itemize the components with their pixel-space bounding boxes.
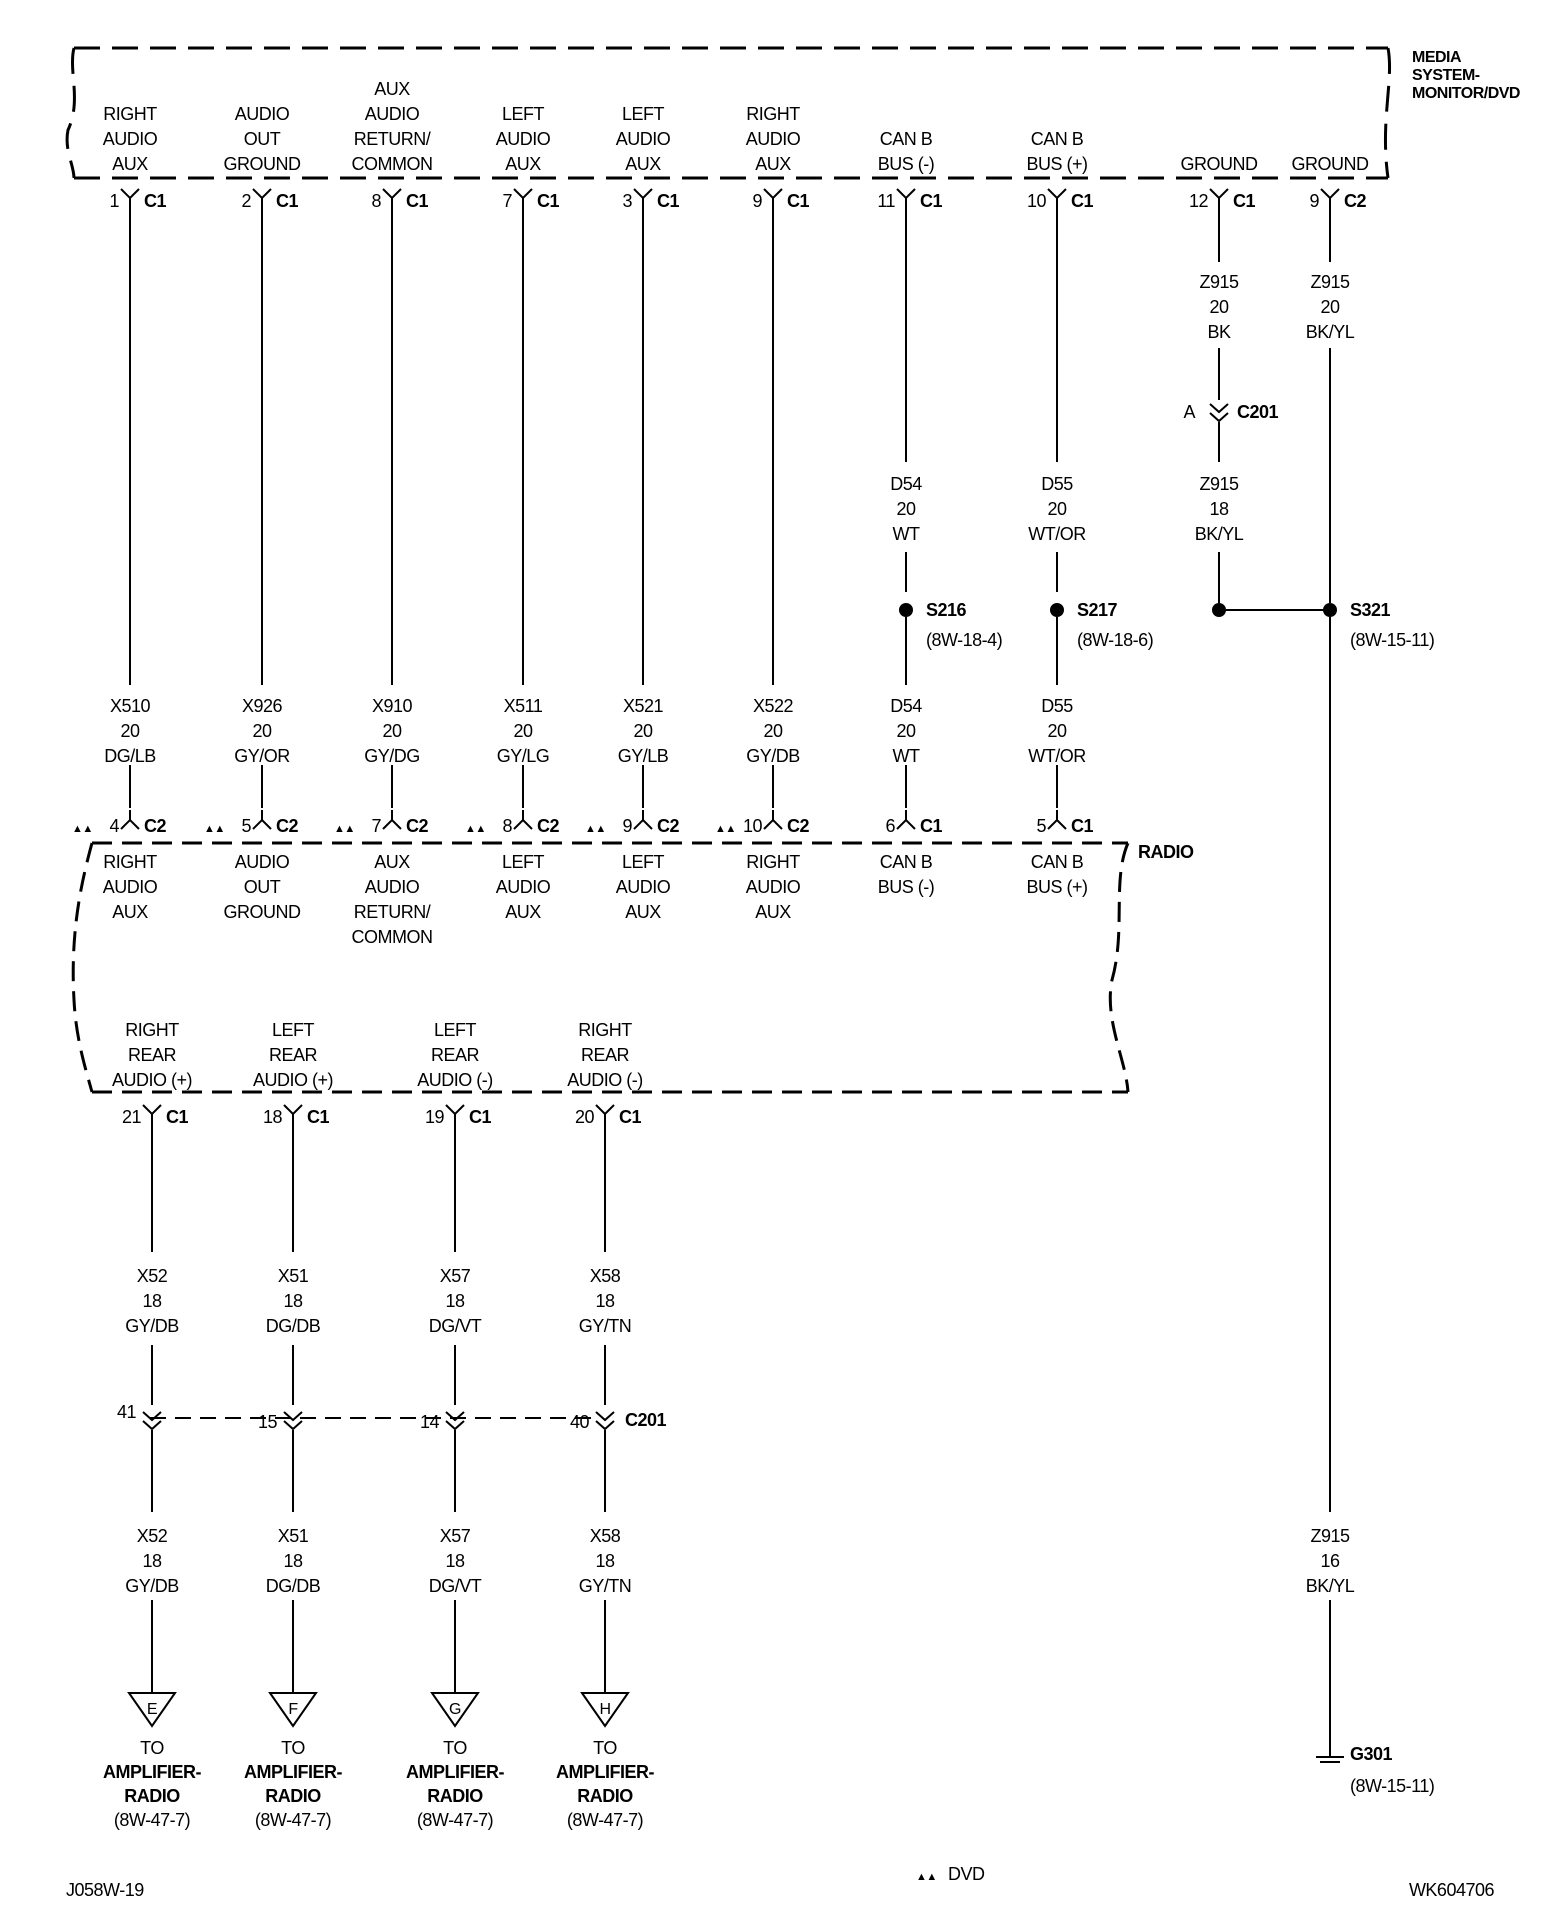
media-connector-id: C1 <box>144 191 167 211</box>
media-module-name-line: MONITOR/DVD <box>1412 85 1520 102</box>
radio-module-name: RADIO <box>1138 842 1194 862</box>
inline-connector-symbol <box>1210 404 1228 421</box>
radio-pin-label: AUDIO <box>615 877 671 897</box>
radio-pin-label: CAN B <box>1030 852 1084 872</box>
media-connector-id: C1 <box>276 191 299 211</box>
radio-pin-label: BUS (-) <box>877 877 935 897</box>
radio-connector-id: C2 <box>657 816 680 836</box>
wire-code: 18 <box>1209 499 1229 519</box>
media-connector-id: C1 <box>406 191 429 211</box>
media-pin-number: 7 <box>502 191 512 211</box>
wire-code: 20 <box>1320 297 1340 317</box>
media-pin-label: AUX <box>112 154 148 174</box>
destination-label: TO <box>140 1738 164 1758</box>
circuits-layer <box>72 79 1434 1830</box>
radio-connector-id: C2 <box>406 816 429 836</box>
rear-pin-label: REAR <box>268 1045 318 1065</box>
wire-code: BK <box>1207 322 1231 342</box>
wire-code: DG/VT <box>428 1316 482 1336</box>
wire-code: 20 <box>763 721 783 741</box>
wire-code: WT <box>892 524 920 544</box>
radio-pin-connector-symbol <box>764 810 782 829</box>
destination-label: RADIO <box>265 1786 321 1806</box>
radio-pin-connector-symbol <box>253 810 271 829</box>
radio-pin-label: AUX <box>374 852 410 872</box>
media-connector-id: C1 <box>787 191 810 211</box>
wire-code: D54 <box>890 696 922 716</box>
media-pin-connector-symbol <box>121 189 139 208</box>
wire-code: 16 <box>1320 1551 1340 1571</box>
media-pin-label: LEFT <box>621 104 665 124</box>
destination-letter: F <box>288 1701 298 1718</box>
media-connector-id: C1 <box>920 191 943 211</box>
wire-code: X521 <box>622 696 664 716</box>
radio-pin-number: 6 <box>885 816 895 836</box>
footer-right-code: WK604706 <box>1408 1880 1494 1900</box>
footer-left-code: J058W-19 <box>66 1880 144 1900</box>
splice-ref: (8W-18-6) <box>1077 630 1154 650</box>
radio-pin-label: RIGHT <box>746 852 800 872</box>
destination-label: (8W-47-7) <box>254 1810 332 1830</box>
radio-pin-connector-symbol <box>897 810 915 829</box>
wire-code: GY/LB <box>617 746 669 766</box>
dvd-marker: ▲▲ <box>465 823 486 835</box>
media-pin-label: LEFT <box>501 104 545 124</box>
media-pin-number: 3 <box>622 191 632 211</box>
wire-code: X52 <box>136 1266 168 1286</box>
splice-dot <box>1323 603 1337 617</box>
wire-code: GY/DB <box>125 1576 179 1596</box>
wire-code: GY/TN <box>578 1316 632 1336</box>
media-pin-label: RIGHT <box>746 104 800 124</box>
media-pin-connector-symbol <box>383 189 401 208</box>
radio-pin-label: BUS (+) <box>1026 877 1088 897</box>
media-module-name-line: SYSTEM- <box>1412 67 1480 84</box>
wire-code: X510 <box>109 696 151 716</box>
ground-connector-id: C2 <box>1344 191 1367 211</box>
media-pin-number: 11 <box>877 191 895 211</box>
wire-code: 18 <box>445 1291 465 1311</box>
wire-code: GY/DB <box>125 1316 179 1336</box>
media-pin-connector-symbol <box>514 189 532 208</box>
wire-code: X58 <box>589 1526 621 1546</box>
splice-ref: (8W-18-4) <box>926 630 1003 650</box>
rear-pin-label: AUDIO (-) <box>417 1070 493 1090</box>
radio-pin-label: AUX <box>625 902 661 922</box>
media-pin-connector-symbol <box>1048 189 1066 208</box>
radio-pin-number: 4 <box>109 816 119 836</box>
rear-pin-number: 19 <box>424 1107 444 1127</box>
radio-connector-id: C2 <box>276 816 299 836</box>
rear-pin-label: RIGHT <box>125 1020 179 1040</box>
destination-label: (8W-47-7) <box>566 1810 644 1830</box>
wire-code: DG/VT <box>428 1576 482 1596</box>
radio-pin-connector-symbol <box>514 810 532 829</box>
media-pin-label: AUDIO <box>364 104 420 124</box>
media-pin-label: AUDIO <box>102 129 158 149</box>
radio-pin-label: AUDIO <box>234 852 290 872</box>
ground-connector-id: C1 <box>1233 191 1256 211</box>
rear-connector-id: C1 <box>307 1107 330 1127</box>
media-pin-connector-symbol <box>634 189 652 208</box>
wire-code: 20 <box>1047 499 1067 519</box>
rear-pin-label: AUDIO (-) <box>567 1070 643 1090</box>
radio-pin-label: AUDIO <box>495 877 551 897</box>
rear-pin-connector-symbol <box>446 1105 464 1124</box>
radio-pin-label: AUDIO <box>364 877 420 897</box>
wire-code: X51 <box>277 1266 309 1286</box>
rear-pin-label: LEFT <box>433 1020 477 1040</box>
splice-dot <box>1050 603 1064 617</box>
radio-pin-number: 9 <box>622 816 632 836</box>
c201-connector-symbol <box>446 1412 464 1429</box>
wire-code: DG/DB <box>265 1316 321 1336</box>
wire-code: 18 <box>445 1551 465 1571</box>
radio-pin-connector-symbol <box>1048 810 1066 829</box>
media-pin-connector-symbol <box>897 189 915 208</box>
media-pin-number: 2 <box>241 191 251 211</box>
radio-connector-id: C1 <box>920 816 943 836</box>
splice-id: S216 <box>926 600 967 620</box>
wire-code: 20 <box>382 721 402 741</box>
wire-code: GY/OR <box>234 746 290 766</box>
wire-code: 20 <box>633 721 653 741</box>
wire-code: BK/YL <box>1194 524 1244 544</box>
media-pin-label: RETURN/ <box>353 129 431 149</box>
radio-pin-label: AUX <box>755 902 791 922</box>
wire-code: 18 <box>142 1291 162 1311</box>
media-pin-label: COMMON <box>351 154 433 174</box>
media-module-name <box>1412 49 1520 102</box>
media-pin-label: BUS (-) <box>877 154 935 174</box>
media-pin-number: 10 <box>1026 191 1046 211</box>
wire-code: DG/LB <box>104 746 156 766</box>
media-pin-connector-symbol <box>253 189 271 208</box>
destination-letter: G <box>449 1701 461 1718</box>
radio-pin-number: 8 <box>502 816 512 836</box>
ground-ref: (8W-15-11) <box>1350 1776 1435 1796</box>
wire-code: X522 <box>752 696 794 716</box>
wire-code: BK/YL <box>1305 322 1355 342</box>
c201-pin-number: 41 <box>116 1402 136 1422</box>
ground-pin-label: GROUND <box>1291 154 1369 174</box>
rear-pin-connector-symbol <box>284 1105 302 1124</box>
ground-pin-number: 9 <box>1309 191 1319 211</box>
radio-pin-label: RETURN/ <box>353 902 431 922</box>
dvd-marker: ▲▲ <box>715 823 736 835</box>
media-pin-number: 9 <box>752 191 762 211</box>
media-connector-id: C1 <box>1071 191 1094 211</box>
destination-label: RADIO <box>577 1786 633 1806</box>
destination-label: RADIO <box>124 1786 180 1806</box>
media-pin-label: AUX <box>625 154 661 174</box>
media-pin-label: AUX <box>755 154 791 174</box>
media-pin-number: 1 <box>109 191 119 211</box>
splice-ref: (8W-15-11) <box>1350 630 1435 650</box>
wire-code: Z915 <box>1310 272 1350 292</box>
radio-connector-id: C2 <box>537 816 560 836</box>
rear-pin-label: RIGHT <box>578 1020 632 1040</box>
c201-pin-number: 15 <box>257 1412 277 1432</box>
media-pin-label: AUX <box>374 79 410 99</box>
media-connector-id: C1 <box>537 191 560 211</box>
wire-code: 18 <box>283 1551 303 1571</box>
ground-pin-number: 12 <box>1188 191 1208 211</box>
wire-code: 20 <box>1209 297 1229 317</box>
wire-code: GY/LG <box>496 746 550 766</box>
wire-code: DG/DB <box>265 1576 321 1596</box>
rear-pin-number: 18 <box>262 1107 282 1127</box>
media-pin-label: BUS (+) <box>1026 154 1088 174</box>
dvd-marker: ▲▲ <box>204 823 225 835</box>
wire-code: GY/DB <box>746 746 800 766</box>
destination-letter: H <box>599 1701 611 1718</box>
radio-connector-id: C2 <box>787 816 810 836</box>
wire-code: WT <box>892 746 920 766</box>
rear-pin-label: AUDIO (+) <box>111 1070 193 1090</box>
wire-code: 20 <box>513 721 533 741</box>
rear-pin-connector-symbol <box>596 1105 614 1124</box>
c201-connector-symbol <box>284 1412 302 1429</box>
media-pin-label: AUDIO <box>615 129 671 149</box>
media-pin-label: AUDIO <box>234 104 290 124</box>
radio-pin-number: 10 <box>742 816 762 836</box>
rear-pin-number: 20 <box>574 1107 594 1127</box>
radio-pin-connector-symbol <box>634 810 652 829</box>
wire-code: X57 <box>439 1266 471 1286</box>
splice-dot <box>1212 603 1226 617</box>
radio-pin-number: 7 <box>371 816 381 836</box>
c201-connector-symbol <box>596 1412 614 1429</box>
radio-pin-number: 5 <box>241 816 251 836</box>
rear-connector-id: C1 <box>166 1107 189 1127</box>
rear-pin-label: REAR <box>580 1045 630 1065</box>
radio-connector-id: C2 <box>144 816 167 836</box>
wire-code: D55 <box>1041 474 1073 494</box>
wire-code: Z915 <box>1199 272 1239 292</box>
dvd-marker: ▲▲ <box>585 823 606 835</box>
media-pin-label: CAN B <box>1030 129 1084 149</box>
radio-pin-label: AUDIO <box>745 877 801 897</box>
destination-label: TO <box>443 1738 467 1758</box>
media-pin-label: AUX <box>505 154 541 174</box>
media-pin-label: CAN B <box>879 129 933 149</box>
wire-code: D55 <box>1041 696 1073 716</box>
radio-pin-label: GROUND <box>223 902 301 922</box>
ground-pin-connector-symbol <box>1321 189 1339 208</box>
c201-connector-symbol <box>143 1412 161 1429</box>
splice-id: S217 <box>1077 600 1118 620</box>
media-pin-label: OUT <box>243 129 281 149</box>
destination-label: TO <box>593 1738 617 1758</box>
ground-pin-label: GROUND <box>1180 154 1258 174</box>
radio-pin-label: AUX <box>112 902 148 922</box>
wire-code: 20 <box>120 721 140 741</box>
wire-code: X926 <box>241 696 283 716</box>
rear-connector-id: C1 <box>469 1107 492 1127</box>
rear-pin-number: 21 <box>121 1107 141 1127</box>
splice-dot <box>899 603 913 617</box>
destination-letter: E <box>146 1701 158 1718</box>
radio-pin-label: COMMON <box>351 927 433 947</box>
destination-label: (8W-47-7) <box>113 1810 191 1830</box>
media-pin-number: 8 <box>371 191 381 211</box>
wire-code: Z915 <box>1199 474 1239 494</box>
wire-code: X57 <box>439 1526 471 1546</box>
inline-connector-pin: A <box>1183 402 1195 422</box>
wire-code: BK/YL <box>1305 1576 1355 1596</box>
radio-pin-label: AUX <box>505 902 541 922</box>
wire-code: 18 <box>283 1291 303 1311</box>
rear-pin-label: REAR <box>430 1045 480 1065</box>
radio-pin-connector-symbol <box>383 810 401 829</box>
c201-pin-number: 40 <box>569 1412 589 1432</box>
wire-code: GY/DG <box>364 746 420 766</box>
wire-code: Z915 <box>1310 1526 1350 1546</box>
radio-pin-label: AUDIO <box>102 877 158 897</box>
rear-pin-connector-symbol <box>143 1105 161 1124</box>
radio-pin-label: OUT <box>243 877 281 897</box>
media-pin-label: AUDIO <box>495 129 551 149</box>
wire-code: 20 <box>252 721 272 741</box>
c201-pin-number: 14 <box>419 1412 439 1432</box>
dvd-marker: ▲▲ <box>72 823 93 835</box>
wire-code: X511 <box>503 696 543 716</box>
media-pin-label: RIGHT <box>103 104 157 124</box>
legend-text: DVD <box>948 1864 985 1884</box>
wire-code: D54 <box>890 474 922 494</box>
destination-label: RADIO <box>427 1786 483 1806</box>
ground-pin-connector-symbol <box>1210 189 1228 208</box>
wire-code: GY/TN <box>578 1576 632 1596</box>
rear-pin-label: LEFT <box>271 1020 315 1040</box>
wire-code: X58 <box>589 1266 621 1286</box>
destination-label: AMPLIFIER- <box>556 1762 654 1782</box>
radio-pin-label: CAN B <box>879 852 933 872</box>
wire-code: WT/OR <box>1028 524 1086 544</box>
radio-pin-connector-symbol <box>121 810 139 829</box>
media-connector-id: C1 <box>657 191 680 211</box>
rear-pin-label: REAR <box>127 1045 177 1065</box>
media-pin-label: GROUND <box>223 154 301 174</box>
rear-pin-label: AUDIO (+) <box>252 1070 334 1090</box>
wire-code: X51 <box>277 1526 309 1546</box>
c201-connector-id: C201 <box>625 1410 667 1430</box>
splice-id: S321 <box>1350 600 1391 620</box>
legend-symbol: ▲▲ <box>916 1871 937 1883</box>
destination-label: AMPLIFIER- <box>406 1762 504 1782</box>
wire-code: 20 <box>1047 721 1067 741</box>
wire-code: 18 <box>595 1291 615 1311</box>
ground-id: G301 <box>1350 1744 1393 1764</box>
destination-label: AMPLIFIER- <box>244 1762 342 1782</box>
wire-code: WT/OR <box>1028 746 1086 766</box>
wire-code: X910 <box>371 696 413 716</box>
wire-code: 20 <box>896 499 916 519</box>
destination-label: AMPLIFIER- <box>103 1762 201 1782</box>
radio-pin-label: LEFT <box>621 852 665 872</box>
wire-code: X52 <box>136 1526 168 1546</box>
wire-code: 18 <box>595 1551 615 1571</box>
inline-connector-id: C201 <box>1237 402 1279 422</box>
wire-code: 18 <box>142 1551 162 1571</box>
media-pin-label: AUDIO <box>745 129 801 149</box>
destination-label: (8W-47-7) <box>416 1810 494 1830</box>
dvd-marker: ▲▲ <box>334 823 355 835</box>
destination-label: TO <box>281 1738 305 1758</box>
radio-pin-label: RIGHT <box>103 852 157 872</box>
radio-pin-number: 5 <box>1036 816 1046 836</box>
wire-code: 20 <box>896 721 916 741</box>
radio-connector-id: C1 <box>1071 816 1094 836</box>
media-module-name-line: MEDIA <box>1412 49 1462 66</box>
radio-pin-label: LEFT <box>501 852 545 872</box>
rear-connector-id: C1 <box>619 1107 642 1127</box>
media-pin-connector-symbol <box>764 189 782 208</box>
